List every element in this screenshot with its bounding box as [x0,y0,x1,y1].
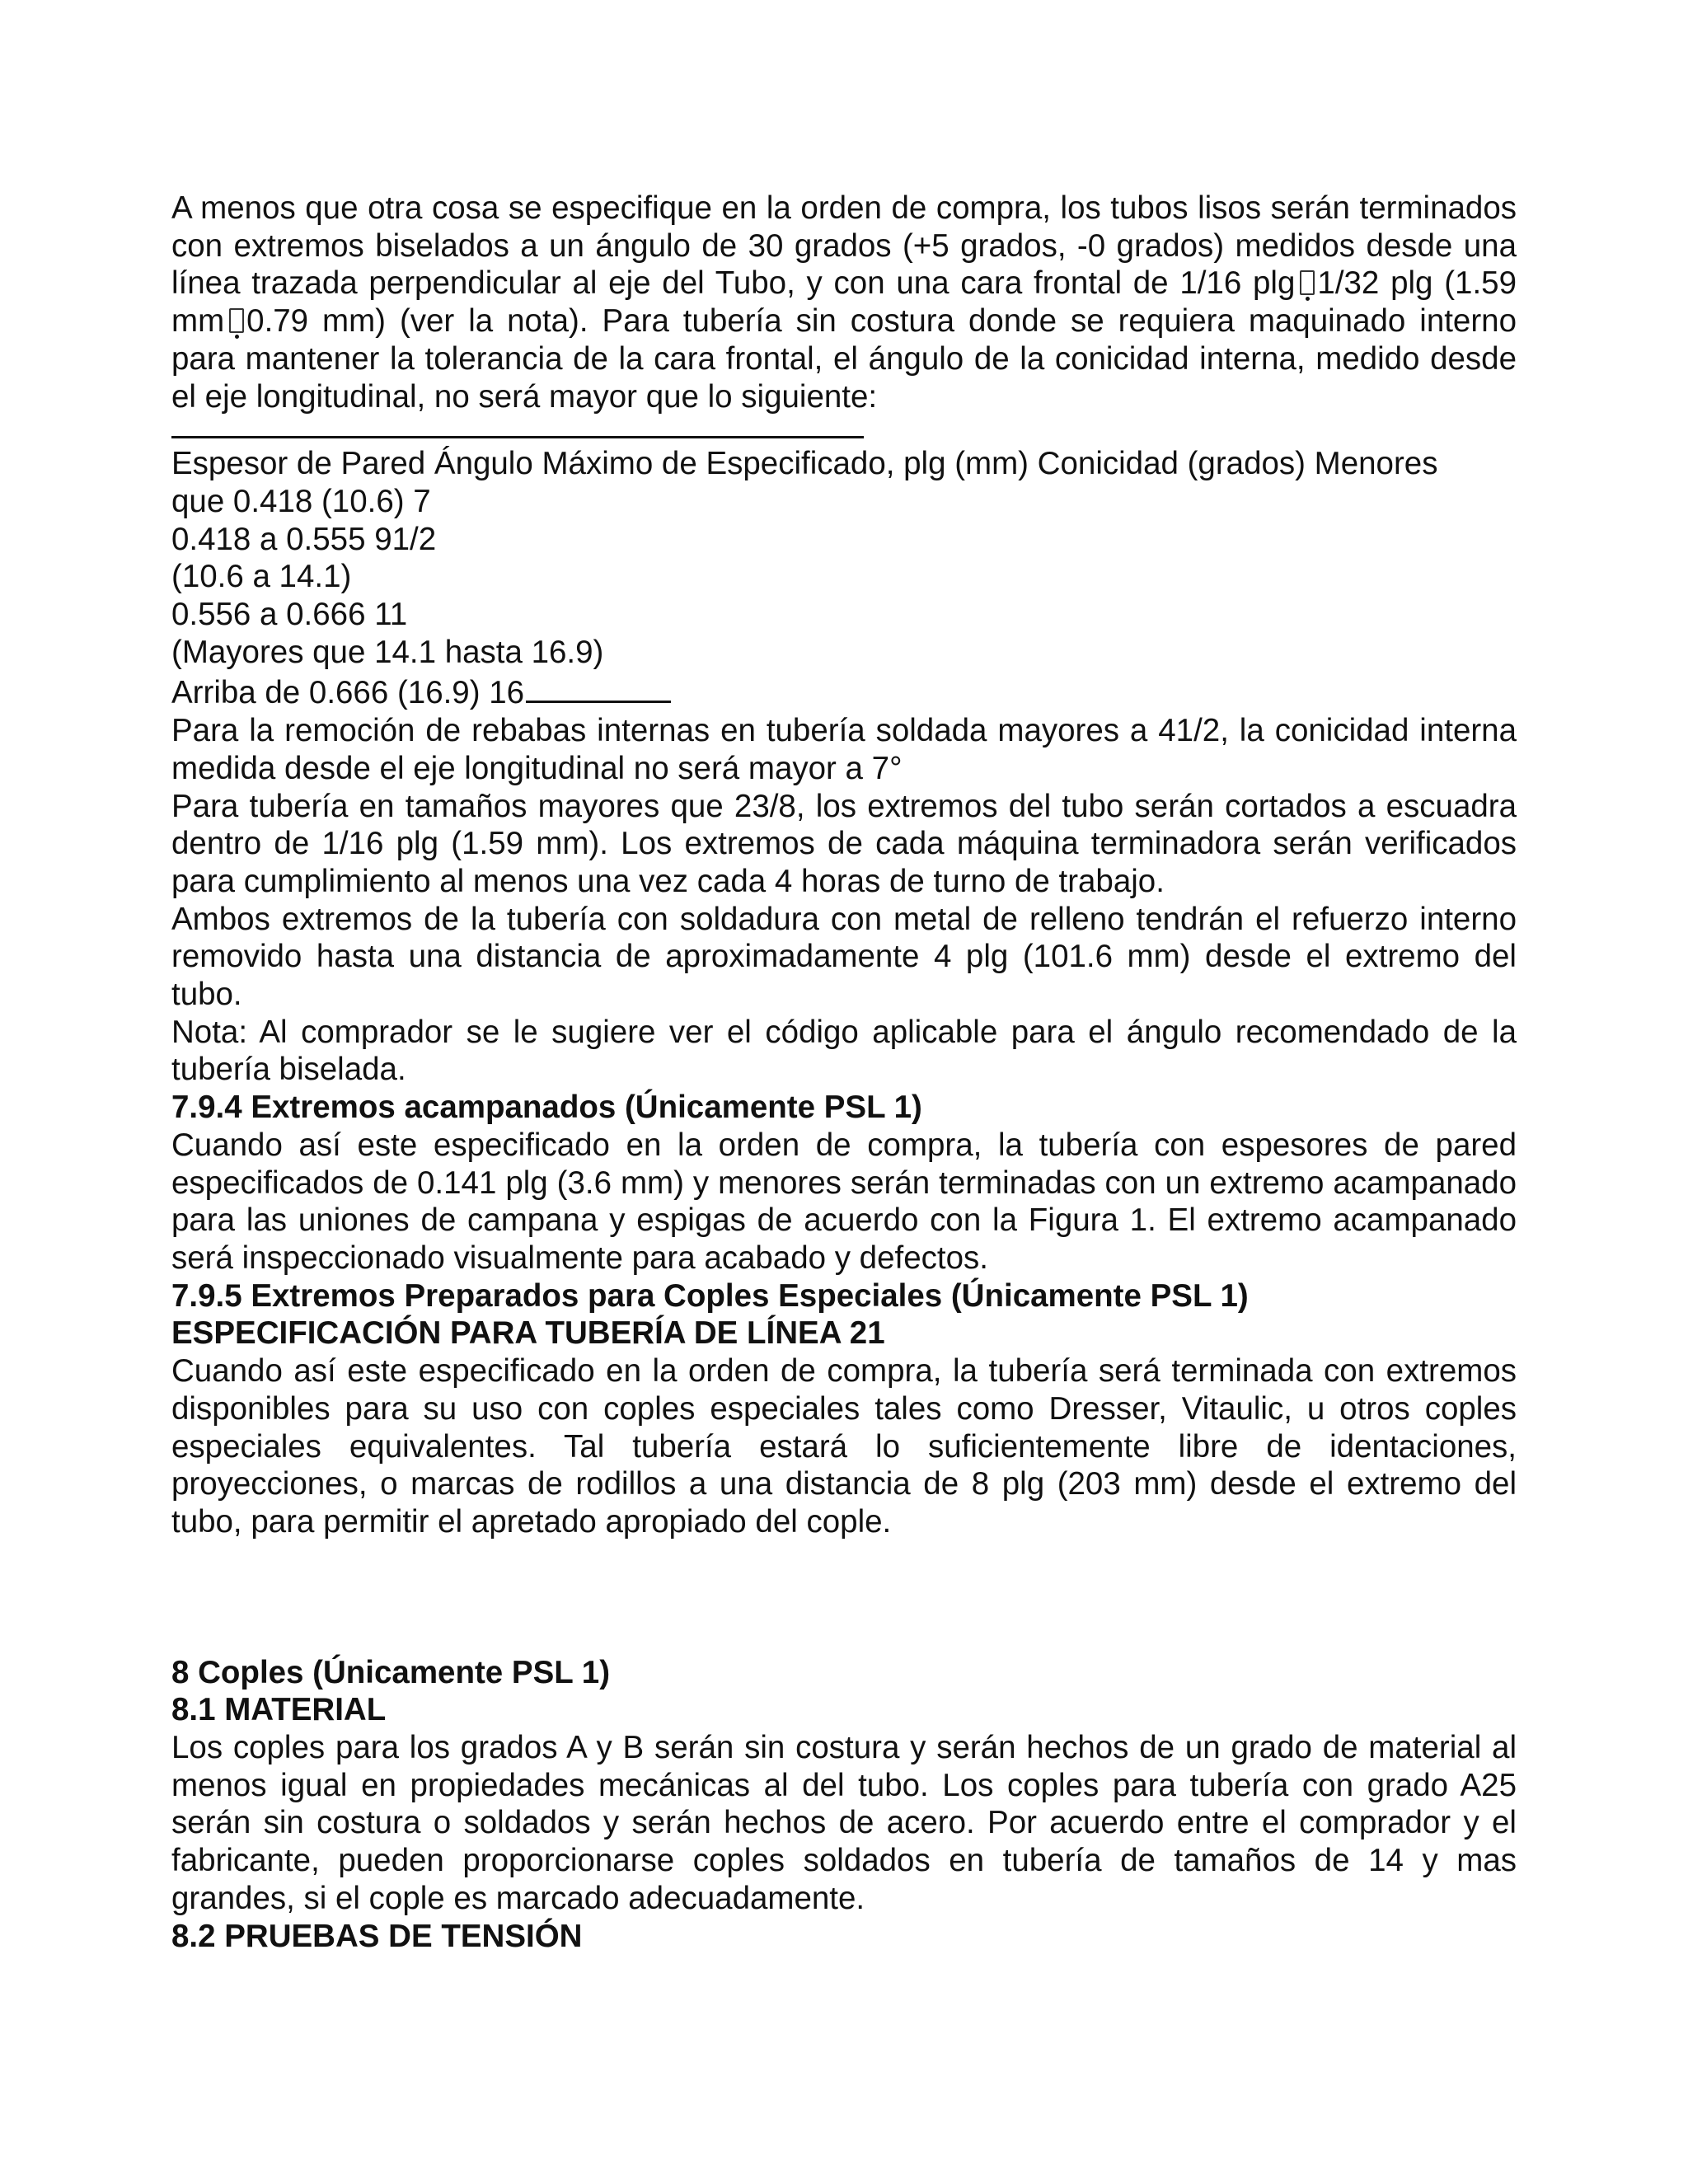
paragraph-square-cut: Para tubería en tamaños mayores que 23/8, los extremos del tubo serán cortados a escuadra dentro de 1/16 plg (1.59 mm). Los extremos de cada máquina terminadora serán verificados para cumplimiento al menos una vez cada 4 horas de turno de trabajo. [171,788,1517,899]
paragraph-beveled-ends-text-1: A menos que otra cosa se especifique en la orden de compra, los tubos lisos serán terminados con extremos biselados a un ángulo de 30 grados (+5 grados, -0 grados) medidos desde una línea trazada perpendicular al eje del Tubo, y con una cara frontal de 1/16 plg [171,190,1517,302]
paragraph-reinforcement: Ambos extremos de la tubería con soldadura con metal de relleno tendrán el refuerzo interno removido hasta una distancia de aproximadamente 4 plg (101.6 mm) desde el extremo del tubo. [171,901,1517,1013]
table-top-rule [171,436,864,438]
taper-table-header: Espesor de Pared Ángulo Máximo de Especificado, plg (mm) Conicidad (grados) Menores [171,446,1438,482]
section-heading-8: 8 Coples (Únicamente PSL 1) [171,1654,611,1690]
paragraph-special-couplings: Cuando así este especificado en la orden de compra, la tubería será terminada con extremos disponibles para su uso con coples especiales tales como Dresser, Vitaulic, u otros coples especiales equivalentes. Tal tubería estará lo suficientemente libre de identaciones, proyecciones, o marcas de rodillos a una distancia de 8 plg (203 mm) desde el extremo del tubo, para permitir el apretado apropiado del cople. [171,1353,1517,1540]
taper-table-row: (10.6 a 14.1) [171,559,352,595]
table-bottom-rule [526,671,671,703]
taper-table-row-last [171,671,1517,712]
taper-table-row-text: Arriba de 0.666 (16.9) 16 [171,675,525,711]
paragraph-coupling-material: Los coples para los grados A y B serán sin costura y serán hechos de un grado de material al menos igual en propiedades mecánicas al del tubo. Los coples para tubería con grado A25 serán sin costura o soldados y serán hechos de acero. Por acuerdo entre el comprador y el fabricante, pueden proporcionarse coples soldados en tubería de tamaños de 14 y mas grandes, si el cople es marcado adecuadamente. [171,1730,1517,1916]
paragraph-note: Nota: Al comprador se le sugiere ver el código aplicable para el ángulo recomendado de la tubería biselada. [171,1014,1517,1088]
taper-table-row: 0.418 a 0.555 91/2 [171,521,437,557]
paragraph-beveled-ends-text-2: 1/32 plg (1.59 mm [171,265,1517,340]
section-spacer [171,1541,1517,1654]
section-heading-7-9-4: 7.9.4 Extremos acampanados (Únicamente PSL 1) [171,1090,922,1126]
section-heading-7-9-5: 7.9.5 Extremos Preparados para Coples Especiales (Únicamente PSL 1) [171,1277,1249,1314]
document-page [171,190,1517,1955]
section-heading-8-2: 8.2 PRUEBAS DE TENSIÓN [171,1918,583,1954]
paragraph-belled-ends: Cuando así este especificado en la orden de compra, la tubería con espesores de pared especificados de 0.141 plg (3.6 mm) y menores serán terminadas con un extremo acampanado para las uniones de campana y espigas de acuerdo con la Figura 1. El extremo acampanado será inspeccionado visualmente para acabado y defectos. [171,1127,1517,1276]
plus-minus-symbol-icon [1300,270,1315,295]
taper-table-row: 0.556 a 0.666 11 [171,597,408,633]
taper-table-row: (Mayores que 14.1 hasta 16.9) [171,634,604,670]
plus-minus-symbol-icon [229,308,244,333]
paragraph-internal-flash: Para la remoción de rebabas internas en tubería soldada mayores a 41/2, la conicidad interna medida desde el eje longitudinal no será mayor a 7° [171,713,1517,786]
taper-table-row: que 0.418 (10.6) 7 [171,483,431,519]
section-heading-8-1: 8.1 MATERIAL [171,1692,387,1728]
paragraph-beveled-ends-text-3: 0.79 mm) (ver la nota). Para tubería sin costura donde se requiera maquinado interno para mantener la tolerancia de la cara frontal, el ángulo de la conicidad interna, medido desde el eje longitudinal, no será mayor que lo siguiente: [171,303,1517,415]
running-header: ESPECIFICACIÓN PARA TUBERÍA DE LÍNEA 21 [171,1315,885,1352]
paragraph-beveled-ends [171,190,1517,415]
